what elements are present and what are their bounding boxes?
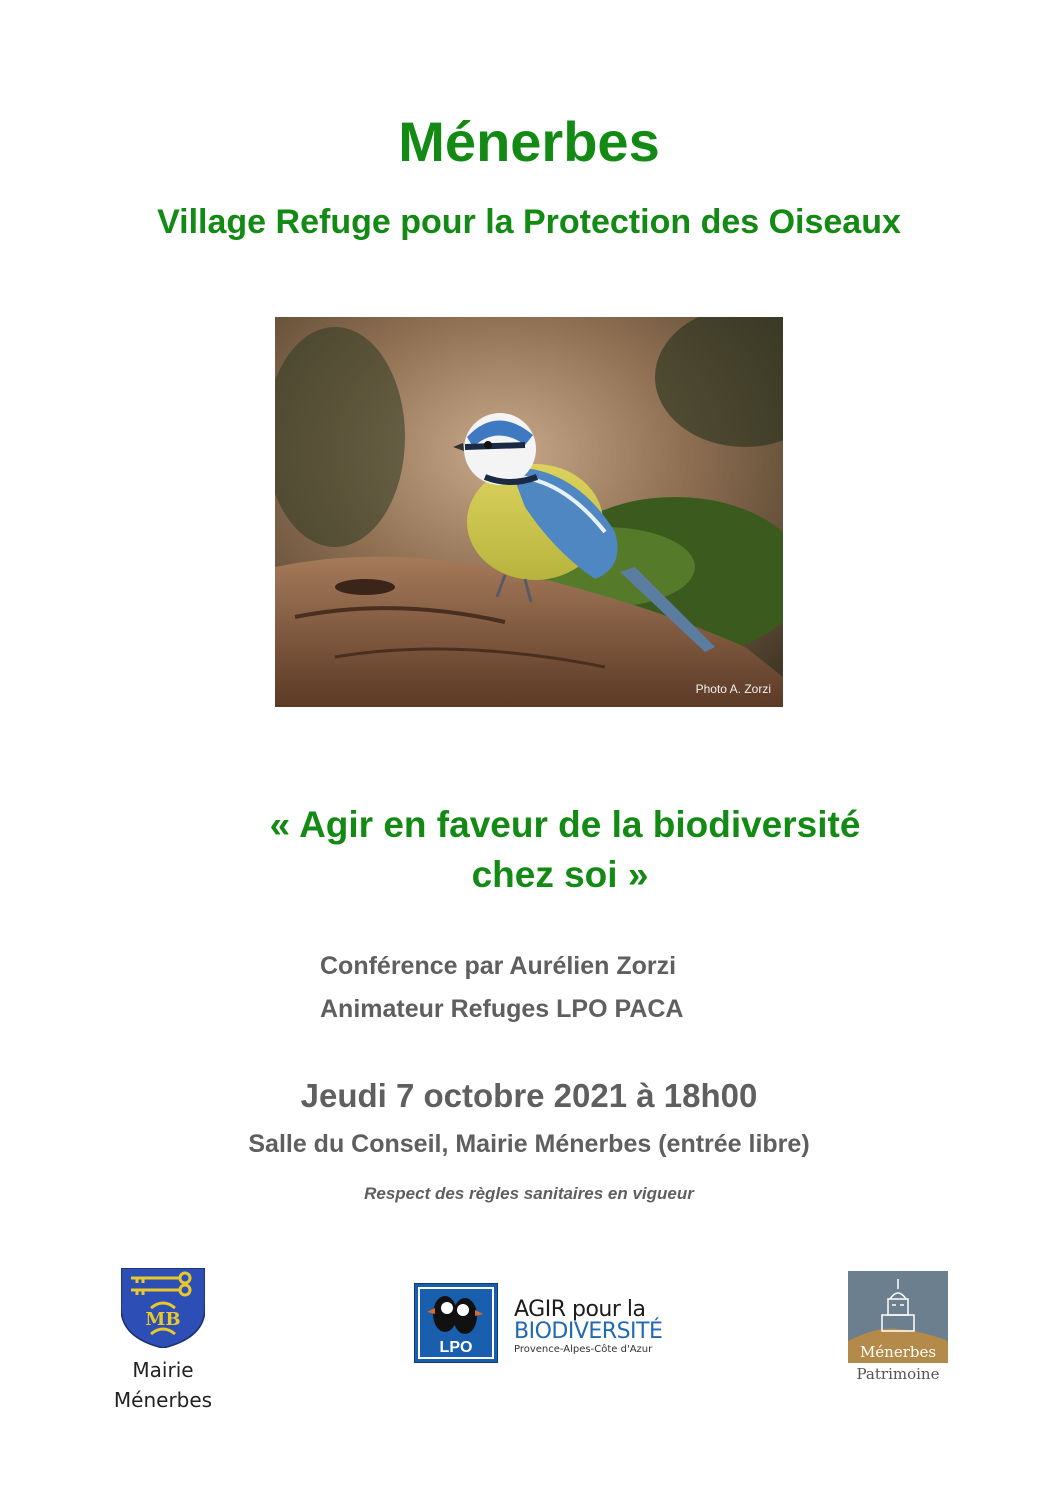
photo-credit: Photo A. Zorzi [695, 682, 771, 696]
mairie-label-line-1: Mairie [132, 1358, 194, 1382]
lpo-badge [414, 1283, 498, 1363]
patrimoine-name: Ménerbes [859, 1343, 937, 1361]
speaker-line-1: Conférence par Aurélien Zorzi [320, 952, 677, 980]
event-date: Jeudi 7 octobre 2021 à 18h00 [300, 1077, 758, 1114]
lpo-badge-text: LPO [439, 1339, 473, 1356]
page-title: Ménerbes [398, 110, 660, 173]
coat-of-arms-icon [121, 1268, 205, 1348]
lpo-region-text: Provence-Alpes-Côte d'Azur [514, 1344, 653, 1355]
mairie-label-line-2: Ménerbes [113, 1388, 213, 1412]
speaker-line-2: Animateur Refuges LPO PACA [320, 995, 684, 1023]
mairie-logo [108, 1268, 218, 1418]
blue-tit-photo [275, 317, 783, 707]
lpo-biodiversite-text: BIODIVERSITÉ [514, 1319, 663, 1344]
svg-text:MB: MB [145, 1309, 181, 1330]
patrimoine-label: Patrimoine [856, 1365, 940, 1383]
event-venue: Salle du Conseil, Mairie Ménerbes (entrée libre) [248, 1130, 810, 1158]
lpo-agir-text: AGIR pour la [514, 1297, 646, 1322]
bird-illustration [275, 317, 783, 707]
slogan-line-2: chez soi » [471, 854, 649, 895]
lpo-logo [414, 1283, 664, 1363]
menerbes-patrimoine-logo [848, 1271, 950, 1386]
puffin-icon [415, 1284, 497, 1362]
slogan-line-1: « Agir en faveur de la biodiversité [269, 804, 861, 845]
page-subtitle: Village Refuge pour la Protection des Oiseaux [157, 203, 901, 241]
sanitary-notice: Respect des règles sanitaires en vigueur [364, 1184, 694, 1203]
